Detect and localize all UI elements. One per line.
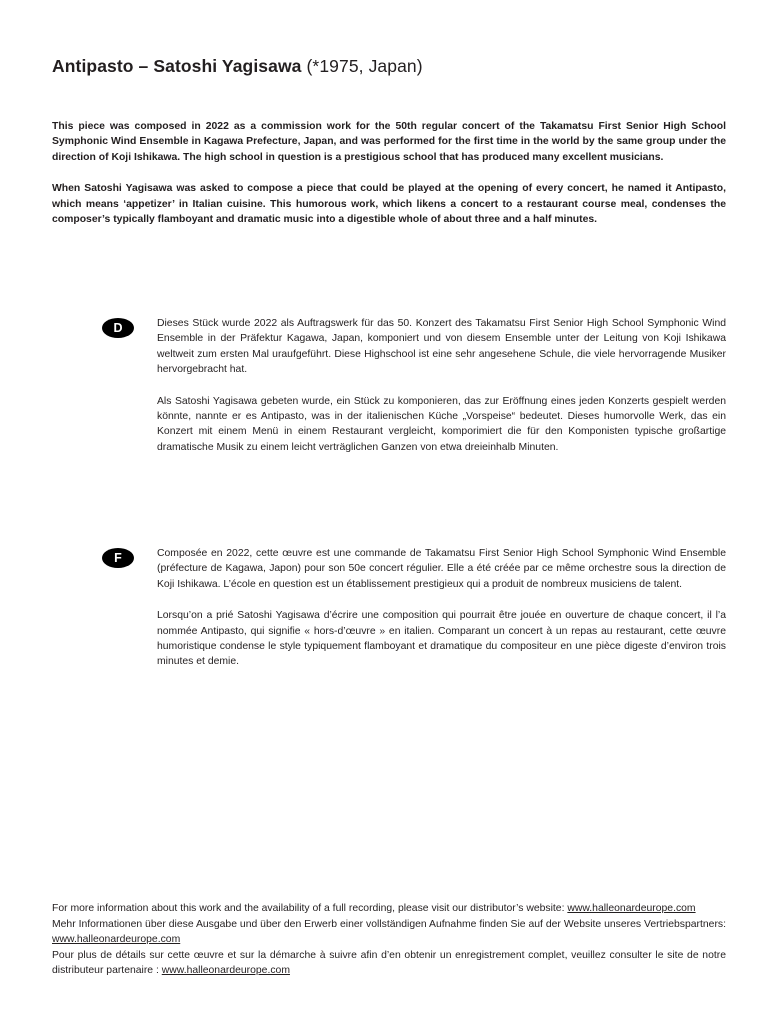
english-program-notes (52, 119, 726, 227)
footer-french-text: Pour plus de détails sur cette œuvre et sur la démarche à suivre afin d’en obtenir un enregistrement complet, veuillez consulter le site de notre distributeur partenaire : (52, 949, 726, 977)
footer-line-french (52, 948, 726, 979)
title-work-and-composer: Antipasto – Satoshi Yagisawa (52, 56, 302, 76)
distributor-info-footer (52, 901, 726, 979)
german-badge-letter: D (113, 320, 123, 335)
french-language-badge (102, 548, 134, 568)
french-program-notes (157, 546, 726, 670)
german-paragraph-2: Als Satoshi Yagisawa gebeten wurde, ein Stück zu komponieren, das zur Eröffnung eines jeden Konzerts gespielt werden könnte, nannte er es Antipasto, was in der italienischen Küche „Vorspeise“ bedeutet. Dieses humorvolle Werk, das ein Konzert mit einem Menü in einem Restaurant vergleicht, komporimiert die für den Komponisten typische großartige dramatische Musik zu einem leicht verträglichen Ganzen von etwa dreieinhalb Minuten. (157, 395, 726, 453)
english-paragraph-1: This piece was composed in 2022 as a commission work for the 50th regular concert of the Takamatsu First Senior High School Symphonic Wind Ensemble in Kagawa Prefecture, Japan, and was performed for the first time in the world by the same group under the direction of Koji Ishikawa. The high school in question is a prestigious school that has produced many excellent musicians. (52, 121, 726, 163)
footer-line-english (52, 901, 726, 917)
distributor-website-link-french[interactable]: www.halleonardeurope.com (161, 965, 290, 977)
english-paragraph-2: When Satoshi Yagisawa was asked to compose a piece that could be played at the opening of every concert, he named it Antipasto, which means ‘appetizer’ in Italian cuisine. This humorous work, which likens a concert to a restaurant course meal, condenses the composer’s typically flamboyant and dramatic music into a digestible whole of about three and a half minutes. (52, 183, 726, 226)
footer-english-text: For more information about this work and the availability of a full recording, please visit our distributor’s website: (52, 903, 568, 914)
footer-line-german (52, 917, 726, 948)
distributor-website-link-english[interactable]: www.halleonardeurope.com (567, 903, 696, 914)
title-composer-birth-info: (*1975, Japan) (301, 56, 423, 76)
german-program-notes (157, 316, 726, 455)
page-title (52, 56, 423, 77)
french-paragraph-1: Composée en 2022, cette œuvre est une commande de Takamatsu First Senior High School Symphonic Wind Ensemble (préfecture de Kagawa, Japon) pour son 50e concert régulier. Elle a été créée par ce même orchestre sous la direction de Koji Ishikawa. L’école en question est un établissement prestigieux qui a produit de nombreux musiciens de talent. (157, 548, 726, 590)
distributor-website-link-german[interactable]: www.halleonardeurope.com (52, 934, 181, 946)
footer-german-text: Mehr Informationen über diese Ausgabe und über den Erwerb einer vollständigen Aufnahme finden Sie auf der Website unseres Vertriebspartners: (52, 918, 726, 930)
german-language-badge (102, 318, 134, 338)
german-paragraph-1: Dieses Stück wurde 2022 als Auftragswerk für das 50. Konzert des Takamatsu First Senior High School Symphonic Wind Ensemble in der Präfektur Kagawa, Japan, komponiert und von diesem Ensemble unter der Leitung von Koji Ishikawa weltweit zum ersten Mal uraufgeführt. Diese Highschool ist eine sehr angesehene Schule, die viele hervorragende Musiker hervorgebracht hat. (157, 318, 726, 376)
french-paragraph-2: Lorsqu’on a prié Satoshi Yagisawa d’écrire une composition qui pourrait être jouée en ouverture de chaque concert, il l’a nommée Antipasto, qui signifie « hors-d’œuvre » en italien. Comparant un concert à un repas au restaurant, cette œuvre humoristique condense le style typiquement flamboyant et dramatique du compositeur en une pièce digeste d’environ trois minutes et demie. (157, 610, 726, 668)
french-badge-letter: F (114, 550, 122, 565)
